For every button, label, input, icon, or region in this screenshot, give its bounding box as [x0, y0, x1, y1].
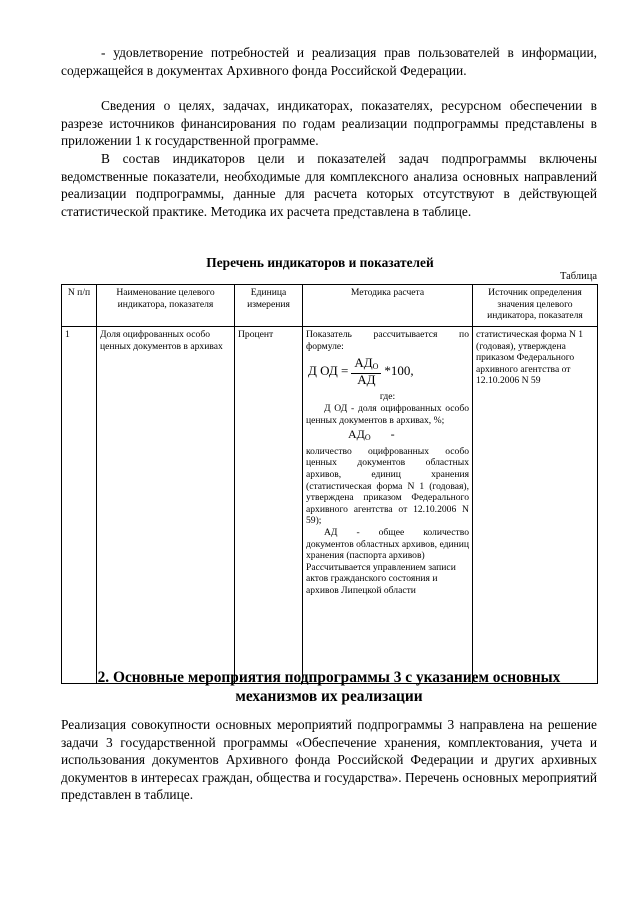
section-2-heading-line1: 2. Основные мероприятия подпрограммы 3 с указанием основных — [97, 669, 561, 686]
header-method: Методика расчета — [303, 285, 473, 327]
cell-method — [303, 327, 473, 684]
def-ad: АД - общее количество документов областных архивов, единиц хранения (паспорта архивов) — [306, 526, 469, 562]
formula-lhs: Д ОД = — [308, 363, 349, 379]
paragraph-info-goals: Сведения о целях, задачах, индикаторах, показателях, ресурсном обеспечении в разрезе источников финансирования по годам реализации подпрограммы представлены в приложении 1 к государственной программе. — [61, 98, 597, 148]
formula-denominator: АД — [357, 371, 376, 387]
formula-num-text: АД — [354, 355, 373, 371]
section-2-heading-line2: механизмов их реализации — [235, 688, 423, 705]
section-2-body: Реализация совокупности основных мероприятий подпрограммы 3 направлена на решение задачи 3 государственной программы «Обеспечение хранения, комплектования, учета и использования документов Архивного фонда Российской Федерации и других архивных документов в интересах граждан, общества и государства». Перечень основных мероприятий представлен в таблице. — [61, 717, 597, 802]
where-label: где: — [379, 391, 396, 403]
formula-fraction — [351, 357, 381, 385]
def-dod: Д ОД - доля оцифрованных особо ценных документов в архивах, %; — [306, 402, 469, 426]
formula-tail: *100, — [384, 363, 414, 379]
def-ad-o: количество оцифрованных особо ценных документов областных архивов, единиц хранения (статистическая форма N 1 (годовая), утверждена приказом Федерального архивного агентства от 12.10.2006 N 59); — [306, 445, 469, 527]
cell-name: Доля оцифрованных особо ценных документов в архивах — [97, 327, 235, 684]
cell-source: статистическая форма N 1 (годовая), утверждена приказом Федерального архивного агентства от 12.10.2006 N 59 — [473, 327, 598, 684]
header-source: Источник определения значения целевого индикатора, показателя — [473, 285, 598, 327]
formula — [308, 357, 469, 385]
table-title: Перечень индикаторов и показателей — [206, 255, 434, 270]
section-2-heading — [61, 668, 597, 706]
ad-o-text: АД — [348, 427, 365, 442]
header-name: Наименование целевого индикатора, показателя — [97, 285, 235, 327]
ad-o-sub: О — [364, 433, 371, 443]
indicators-table — [61, 284, 598, 684]
table-row — [62, 327, 598, 684]
method-intro: Показатель рассчитывается по формуле: — [306, 329, 469, 352]
paragraph-indicators: В состав индикаторов цели и показателей задач подпрограммы включены ведомственные показатели, необходимые для комплексного анализа основных направлений реализации подпрограммы, данные для расчета которых отсутствуют в действующей статистической практике. Методика их расчета представлена в таблице. — [61, 151, 597, 219]
paragraph-user-needs: - удовлетворение потребностей и реализация прав пользователей в информации, содержащейся в документах Архивного фонда Российской Федерации. — [61, 45, 597, 78]
calc-by: Рассчитывается управлением записи актов гражданского состояния и архивов Липецкой области — [306, 561, 456, 596]
ad-o-symbol — [348, 429, 469, 444]
header-unit: Единица измерения — [235, 285, 303, 327]
cell-unit: Процент — [235, 327, 303, 684]
ad-o-dash: - — [390, 427, 395, 442]
table-header-row — [62, 285, 598, 327]
header-num: N п/п — [62, 285, 97, 327]
cell-num: 1 — [62, 327, 97, 684]
table-caption: Таблица — [559, 271, 597, 282]
formula-num-sub: О — [372, 362, 379, 372]
